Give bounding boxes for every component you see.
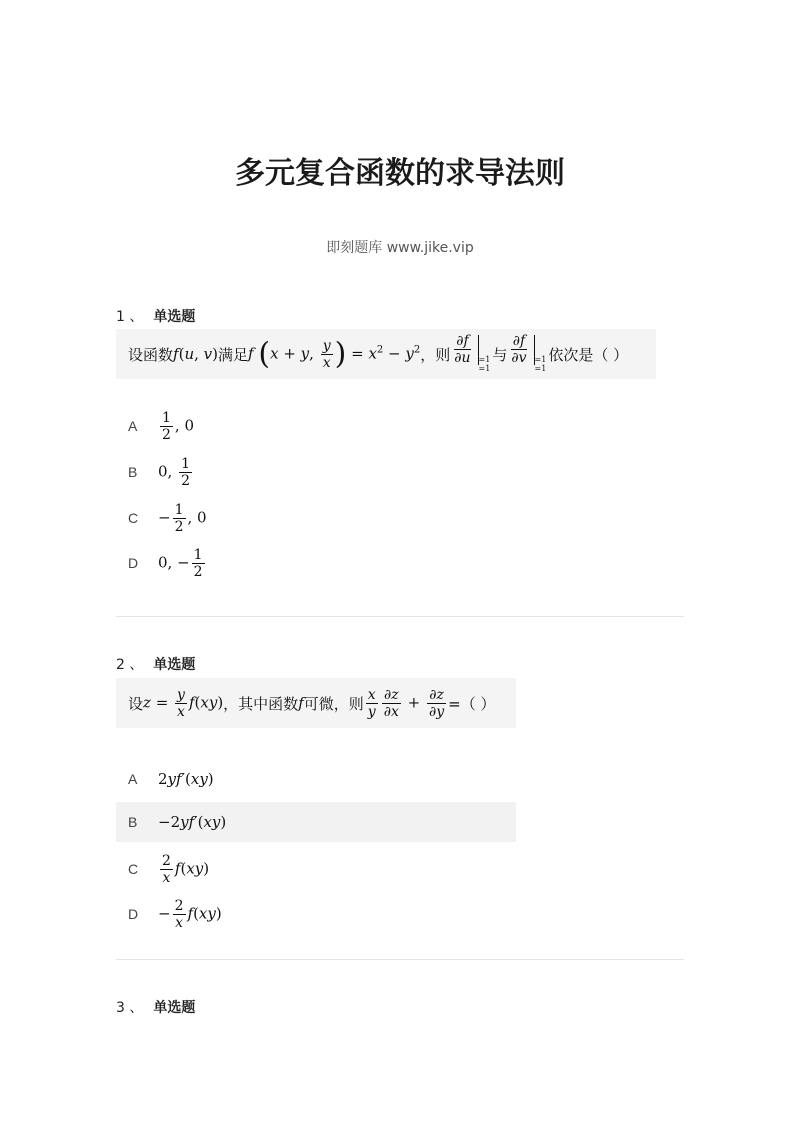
option-letter: B (128, 814, 138, 830)
option-letter: D (128, 906, 139, 922)
page-title: 多元复合函数的求导法则 (235, 156, 565, 191)
question-1-stem (116, 329, 656, 379)
option-c[interactable] (116, 849, 516, 889)
stem-text: 与 (492, 345, 508, 364)
option-math: 0, − $\frac{1}{2}$ (158, 546, 203, 580)
option-letter: A (128, 418, 138, 434)
option-a[interactable] (116, 759, 516, 799)
stem-math: z = $\frac{y}{x}$ f(xy) (143, 686, 224, 720)
option-letter: D (128, 555, 139, 571)
stem-text: =（ ） (448, 694, 496, 713)
question-type: 单选题 (153, 657, 196, 673)
question-2-header (116, 654, 195, 674)
option-letter: A (128, 771, 138, 787)
stem-text: 设函数 (128, 345, 174, 364)
option-letter: B (128, 464, 138, 480)
stem-text: ，则 (420, 345, 451, 364)
option-b[interactable] (116, 802, 516, 842)
option-b[interactable] (116, 452, 516, 492)
question-type: 单选题 (153, 1000, 196, 1016)
stem-math: $\frac{\partial f}{\partial v}$ =1 =1 (511, 333, 547, 373)
divider (116, 616, 684, 617)
option-math: − $\frac{1}{2}$ , 0 (158, 501, 207, 535)
question-number: 2 、 (116, 657, 144, 673)
question-type: 单选题 (153, 309, 196, 325)
stem-text: 设 (128, 694, 144, 713)
option-math: − $\frac{2}{x}$ f(xy) (158, 897, 222, 931)
option-a[interactable] (116, 406, 516, 446)
option-math: 2yf′(xy) (158, 770, 214, 788)
stem-math: f (x + y, $\frac{y}{x}$ ) = $x^2 - y^2$ (248, 336, 421, 371)
option-math: $\frac{1}{2}$ , 0 (162, 409, 195, 443)
page-subtitle: 即刻题库 www.jike.vip (326, 240, 474, 256)
stem-math: f(u, v) (173, 345, 218, 363)
question-number: 3 、 (116, 1000, 144, 1016)
question-3-header (116, 997, 195, 1017)
option-letter: C (128, 861, 139, 877)
stem-text: 可微，则 (303, 694, 364, 713)
stem-text: ，其中函数 (223, 694, 299, 713)
stem-text: 依次是（ ） (548, 345, 629, 364)
question-2-stem (116, 678, 516, 728)
option-math: 0, $\frac{1}{2}$ (158, 455, 191, 489)
stem-math: f (298, 694, 304, 712)
divider (116, 959, 684, 960)
question-number: 1 、 (116, 309, 144, 325)
option-d[interactable] (116, 894, 516, 934)
stem-math: $\frac{\partial f}{\partial u}$ =1 =1 (454, 333, 491, 373)
option-math: $\frac{2}{x}$ f(xy) (162, 852, 210, 886)
stem-math: $\frac{x}{y}$ $\frac{\partial z}{\partial x}$ + $\frac{\partial z}{\partial y}$ (367, 686, 445, 720)
option-math: −2yf′(xy) (158, 813, 227, 831)
stem-text: 满足 (218, 345, 249, 364)
option-c[interactable] (116, 498, 516, 538)
option-d[interactable] (116, 543, 516, 583)
question-1-header (116, 306, 195, 326)
option-letter: C (128, 510, 139, 526)
